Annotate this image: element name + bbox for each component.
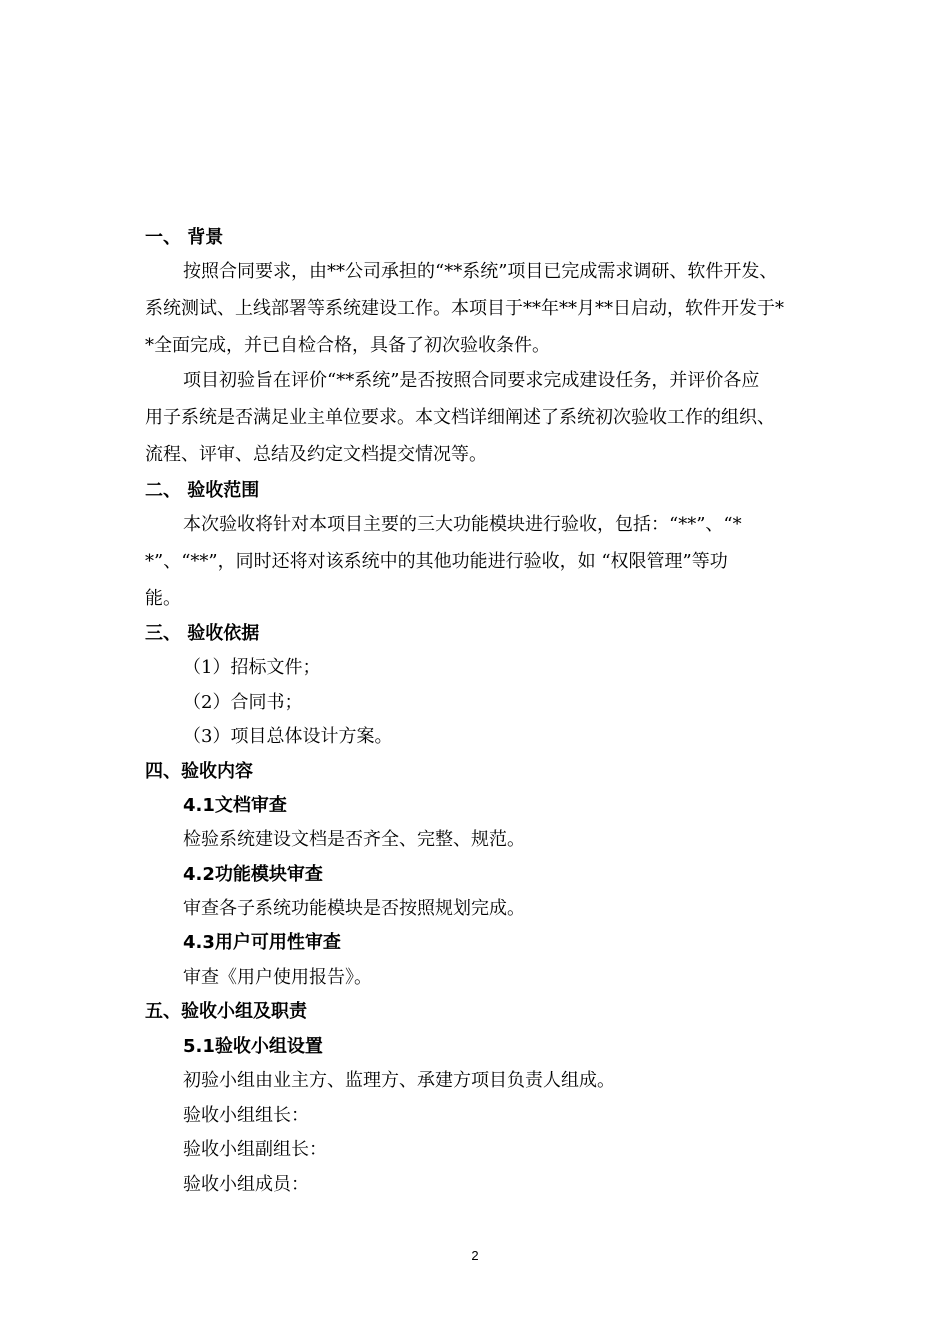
paragraph-line: 能。	[145, 588, 181, 609]
section-heading-basis: 三、 验收依据	[145, 623, 260, 644]
subsection-heading: 4.3用户可用性审查	[183, 932, 341, 953]
paragraph-line: *”、“**”，同时还将对该系统中的其他功能进行验收，如 “权限管理”等功	[145, 551, 728, 572]
list-item: （2）合同书；	[183, 692, 303, 713]
paragraph-line: 审查《用户使用报告》。	[183, 967, 372, 988]
list-item: （3）项目总体设计方案。	[183, 726, 393, 747]
paragraph-line: 审查各子系统功能模块是否按照规划完成。	[183, 898, 525, 919]
paragraph-line: 验收小组成员：	[183, 1174, 309, 1195]
section-heading-background: 一、 背景	[145, 227, 224, 248]
paragraph-line: 验收小组组长：	[183, 1105, 309, 1126]
subsection-heading: 4.2功能模块审查	[183, 864, 323, 885]
subsection-heading: 5.1验收小组设置	[183, 1036, 323, 1057]
paragraph-line: 系统测试、上线部署等系统建设工作。本项目于**年**月**日启动，软件开发于*	[145, 298, 784, 319]
paragraph-line: 本次验收将针对本项目主要的三大功能模块进行验收，包括：“**”、“*	[183, 514, 742, 535]
paragraph-line: 用子系统是否满足业主单位要求。本文档详细阐述了系统初次验收工作的组织、	[145, 407, 775, 428]
paragraph-line: 流程、评审、总结及约定文档提交情况等。	[145, 444, 487, 465]
paragraph-line: 验收小组副组长：	[183, 1139, 327, 1160]
list-item: （1）招标文件；	[183, 657, 321, 678]
section-heading-scope: 二、 验收范围	[145, 480, 260, 501]
paragraph-line: 检验系统建设文档是否齐全、完整、规范。	[183, 829, 525, 850]
paragraph-line: 按照合同要求，由**公司承担的“**系统”项目已完成需求调研、软件开发、	[183, 261, 778, 282]
section-heading-team: 五、验收小组及职责	[145, 1001, 307, 1022]
page-number: 2	[471, 1248, 479, 1263]
section-heading-content: 四、验收内容	[145, 761, 253, 782]
paragraph-line: 项目初验旨在评价“**系统”是否按照合同要求完成建设任务，并评价各应	[183, 370, 760, 391]
subsection-heading: 4.1文档审查	[183, 795, 287, 816]
paragraph-line: *全面完成，并已自检合格，具备了初次验收条件。	[145, 335, 550, 356]
paragraph-line: 初验小组由业主方、监理方、承建方项目负责人组成。	[183, 1070, 615, 1091]
